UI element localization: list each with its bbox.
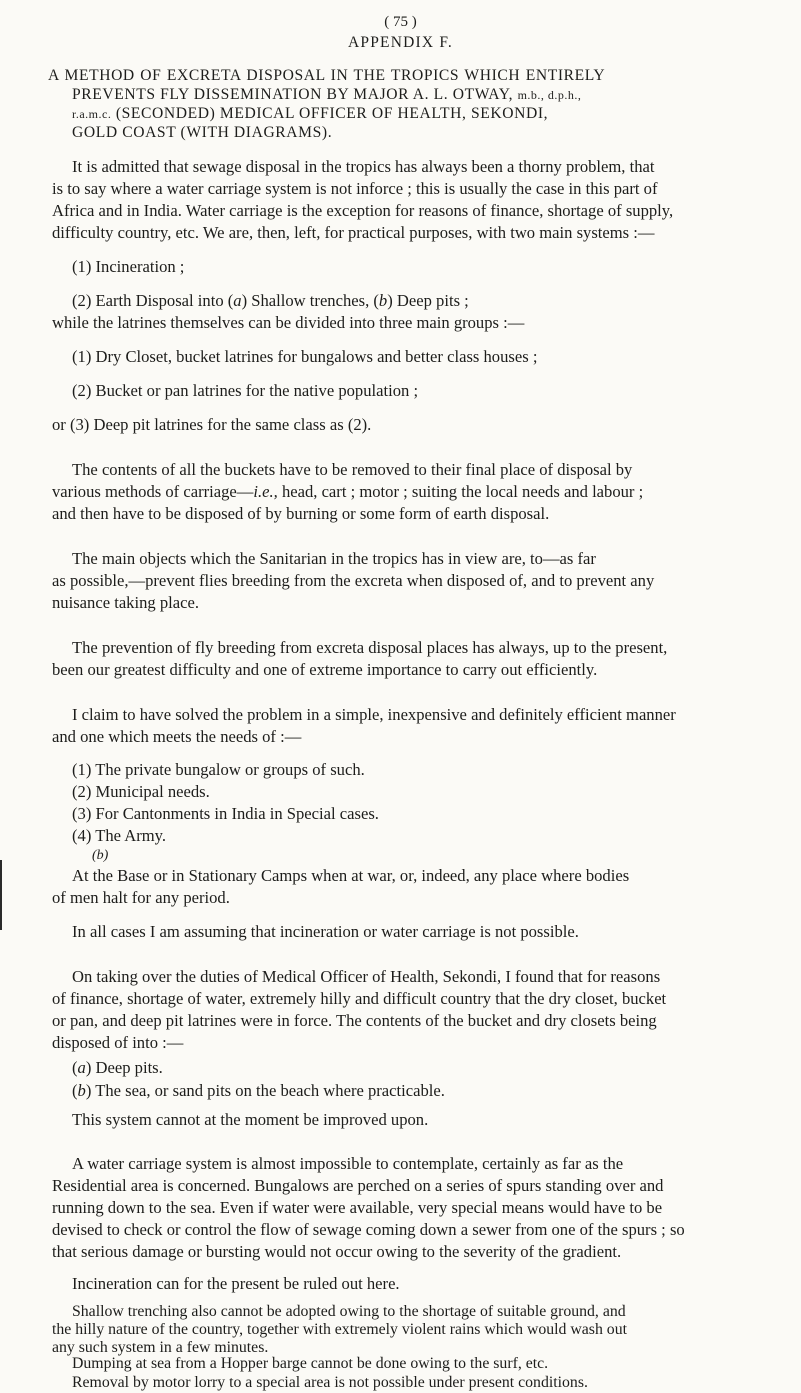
- paragraph-line: nuisance taking place.: [52, 593, 199, 612]
- paragraph-line: Shallow trenching also cannot be adopted owing to the shortage of suitable ground, and: [72, 1303, 626, 1320]
- system-item-2-text: ) Deep pits ;: [387, 291, 469, 310]
- title-line-3: [72, 104, 548, 124]
- system-item-2-a: a: [233, 291, 242, 310]
- system-item-1: (1) Incineration ;: [72, 257, 185, 276]
- needs-subitem-b: (b): [92, 848, 109, 863]
- paragraph-line: running down to the sea. Even if water were available, very special means would have to be: [52, 1198, 663, 1217]
- system-item-2-text: ) Shallow trenches, (: [241, 291, 379, 310]
- paragraph-line: The prevention of fly breeding from excreta disposal places has always, up to the present,: [72, 638, 668, 657]
- author-corps: r.a.m.c.: [72, 107, 112, 121]
- paragraph-line: any such system in a few minutes.: [52, 1339, 269, 1356]
- paragraph-line: At the Base or in Stationary Camps when at war, or, indeed, any place where bodies: [72, 866, 630, 885]
- paragraph-line: is to say where a water carriage system is not inforce ; this is usually the case in this part of: [52, 179, 658, 198]
- page-edge-shadow: [0, 860, 2, 930]
- author-degrees: m.b., d.p.h.,: [517, 88, 582, 102]
- disposal-text: (: [72, 1081, 78, 1100]
- disposal-item-b: [72, 1081, 445, 1101]
- disposal-item-a: [72, 1058, 163, 1078]
- paragraph-line: the hilly nature of the country, together with extremely violent rains which would wash out: [52, 1321, 627, 1338]
- needs-item-2: (2) Municipal needs.: [72, 782, 210, 801]
- disposal-text: ) The sea, or sand pits on the beach where practicable.: [85, 1081, 445, 1100]
- appendix-heading: APPENDIX F.: [348, 34, 453, 51]
- system-item-2-b: b: [378, 291, 388, 310]
- title-line-3-text: (SECONDED) MEDICAL OFFICER OF HEALTH, SEKONDI,: [115, 105, 549, 122]
- paragraph-line: or pan, and deep pit latrines were in force. The contents of the bucket and dry closets being: [52, 1011, 657, 1030]
- paragraph-line: The main objects which the Sanitarian in the tropics has in view are, to—as far: [72, 549, 596, 568]
- paragraph-text: head, cart ; motor ; suiting the local needs and labour ;: [277, 482, 644, 501]
- paragraph-line: and then have to be disposed of by burning or some form of earth disposal.: [52, 504, 550, 523]
- paragraph-line: devised to check or control the flow of sewage coming down a sewer from one of the spurs ; so: [52, 1220, 685, 1239]
- paragraph-line: Removal by motor lorry to a special area is not possible under present conditions.: [72, 1374, 588, 1391]
- paragraph-line: I claim to have solved the problem in a simple, inexpensive and definitely efficient manner: [72, 705, 676, 724]
- disposal-text: (: [72, 1058, 78, 1077]
- disposal-text: ) Deep pits.: [85, 1058, 163, 1077]
- paragraph-line: [52, 482, 643, 502]
- paragraph-line: while the latrines themselves can be divided into three main groups :—: [52, 313, 525, 332]
- group-item-2: (2) Bucket or pan latrines for the native population ;: [72, 381, 419, 400]
- page-number: ( 75 ): [384, 14, 417, 30]
- title-line-2-text: PREVENTS FLY DISSEMINATION BY MAJOR A. L. OTWAY,: [72, 86, 514, 103]
- paragraph-line: A water carriage system is almost impossible to contemplate, certainly as far as the: [72, 1154, 624, 1173]
- paragraph-line: and one which meets the needs of :—: [52, 727, 302, 746]
- disposal-letter: b: [77, 1081, 86, 1100]
- title-line-4: GOLD COAST (WITH DIAGRAMS).: [72, 124, 333, 141]
- paragraph-line: as possible,—prevent flies breeding from the excreta when disposed of, and to prevent any: [52, 571, 655, 590]
- title-line-1: A METHOD OF EXCRETA DISPOSAL IN THE TROPICS WHICH ENTIRELY: [48, 67, 606, 84]
- group-item-3: or (3) Deep pit latrines for the same class as (2).: [52, 415, 372, 434]
- paragraph-line: In all cases I am assuming that incineration or water carriage is not possible.: [72, 922, 579, 941]
- paragraph-line: of men halt for any period.: [52, 888, 230, 907]
- system-item-2: [72, 291, 469, 311]
- needs-item-3: (3) For Cantonments in India in Special cases.: [72, 804, 379, 823]
- paragraph-line: of finance, shortage of water, extremely hilly and difficult country that the dry closet, bucket: [52, 989, 667, 1008]
- paragraph-line: difficulty country, etc. We are, then, left, for practical purposes, with two main systems :—: [52, 223, 655, 242]
- paragraph-line: been our greatest difficulty and one of extreme importance to carry out efficiently.: [52, 660, 598, 679]
- system-item-2-text: (2) Earth Disposal into (: [72, 291, 234, 310]
- disposal-letter: a: [77, 1058, 86, 1077]
- needs-item-4: (4) The Army.: [72, 826, 167, 845]
- paragraph-line: Africa and in India. Water carriage is the exception for reasons of finance, shortage of supply,: [52, 201, 674, 220]
- paragraph-text: various methods of carriage—: [52, 482, 254, 501]
- paragraph-line: It is admitted that sewage disposal in the tropics has always been a thorny problem, that: [72, 157, 655, 176]
- group-item-1: (1) Dry Closet, bucket latrines for bungalows and better class houses ;: [72, 347, 538, 366]
- ie-abbreviation: i.e.,: [253, 482, 278, 501]
- title-line-2: [72, 85, 581, 105]
- paragraph-line: Incineration can for the present be ruled out here.: [72, 1274, 400, 1293]
- paragraph-line: This system cannot at the moment be improved upon.: [72, 1110, 429, 1129]
- paragraph-line: disposed of into :—: [52, 1033, 184, 1052]
- paragraph-line: The contents of all the buckets have to be removed to their final place of disposal by: [72, 460, 633, 479]
- needs-item-1: (1) The private bungalow or groups of such.: [72, 760, 365, 779]
- paragraph-line: Residential area is concerned. Bungalows are perched on a series of spurs standing over and: [52, 1176, 664, 1195]
- paragraph-line: Dumping at sea from a Hopper barge cannot be done owing to the surf, etc.: [72, 1355, 549, 1372]
- paragraph-line: that serious damage or bursting would not occur owing to the severity of the gradient.: [52, 1242, 622, 1261]
- paragraph-line: On taking over the duties of Medical Officer of Health, Sekondi, I found that for reasons: [72, 967, 661, 986]
